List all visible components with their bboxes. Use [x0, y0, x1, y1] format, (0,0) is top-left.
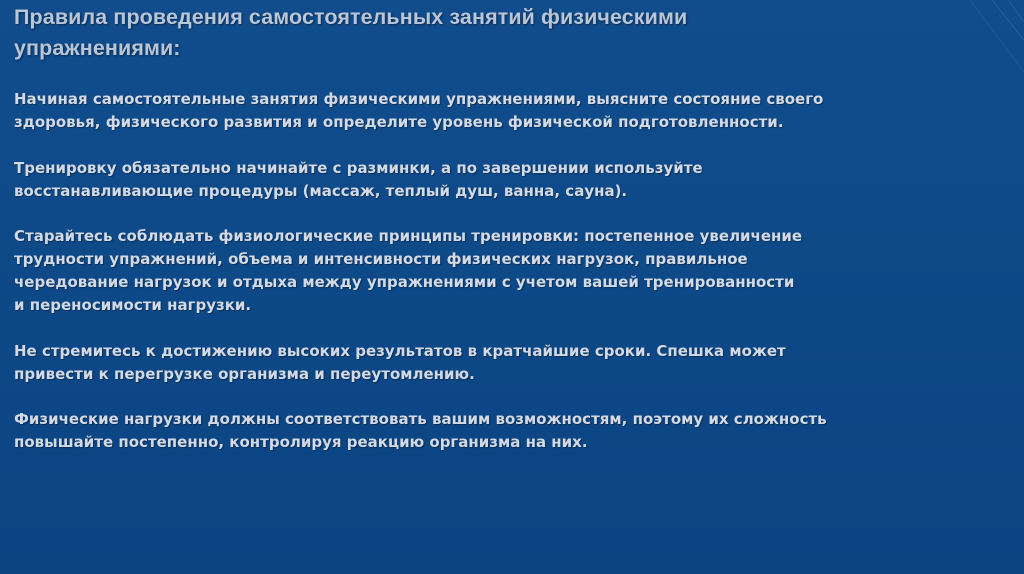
paragraph-health-check: Начиная самостоятельные занятия физическими упражнениями, выясните состояние своего здоровья, физического развития и определите уровень физической подготовленности. [14, 90, 824, 131]
paragraph-training-principles: Старайтесь соблюдать физиологические принципы тренировки: постепенное увеличение трудности упражнений, объема и интенсивности физических нагрузок, правильное чередование нагрузок и отдыха между упражнениями с учетом вашей тренированности и переносимости нагрузки. [14, 227, 803, 314]
paragraph-load-progression: Физические нагрузки должны соответствовать вашим возможностям, поэтому их сложность повышайте постепенно, контролируя реакцию организма на них. [14, 410, 827, 451]
slide-title: Правила проведения самостоятельных занятий физическими упражнениями: [14, 5, 688, 60]
paragraph-no-rush: Не стремитесь к достижению высоких результатов в кратчайшие сроки. Спешка может привести к перегрузке организма и переутомлению. [14, 341, 786, 383]
slide-body [14, 88, 1014, 477]
paragraph-warmup: Тренировку обязательно начинайте с разминки, а по завершении используйте восстанавливающие процедуры (массаж, теплый душ, ванна, сауна). [14, 158, 703, 200]
